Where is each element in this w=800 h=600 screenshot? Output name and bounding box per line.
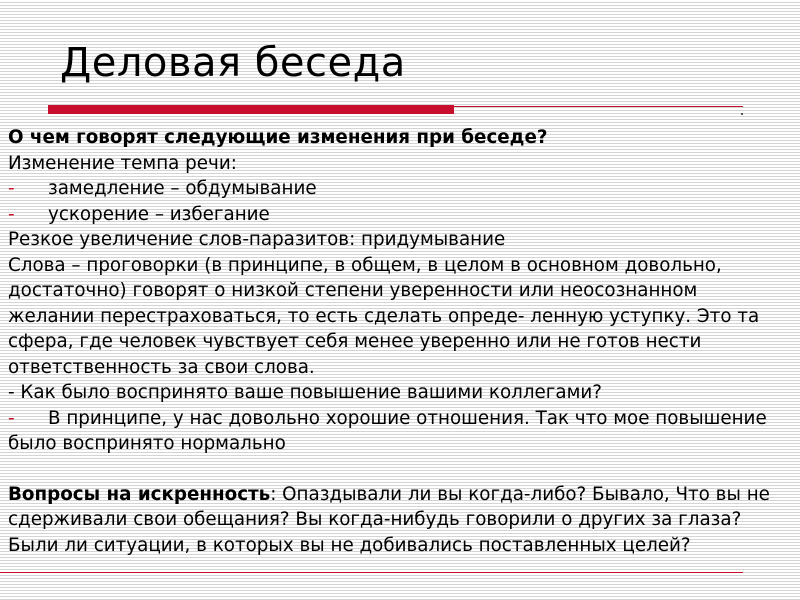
tempo-item-text: ускорение – избегание — [48, 203, 270, 225]
dash-bullet-icon: - — [8, 203, 15, 225]
spacer — [8, 457, 778, 482]
dash-bullet-icon: - — [8, 178, 15, 199]
example-question: - Как было воспринято ваше повышение вашими коллегами? — [8, 382, 602, 403]
example-answer — [8, 406, 778, 457]
example-answer-text: В принципе, у нас довольно хорошие отношения. Так что мое повышение было воспринято нормально — [8, 407, 767, 454]
tempo-label: Изменение темпа речи: — [8, 152, 237, 174]
slide-body — [8, 125, 778, 558]
title-underline-red-bar — [48, 105, 454, 114]
dash-bullet-icon: - — [8, 407, 15, 429]
filler-words-line: Резкое увеличение слов-паразитов: придумывание — [8, 229, 506, 250]
slip-words-paragraph: Слова – проговорки (в принципе, в общем, в целом в основном довольно, достаточно) говорят о низкой степени уверенности или неосознанном желании перестраховаться, то есть сделать опреде- ленную уступку. Это та сфера, где человек чувствует себя менее уверенно или не готов нести ответственность за свои слова. — [8, 254, 760, 378]
tempo-item-text: замедление – обдумывание — [48, 178, 317, 199]
tempo-item — [8, 202, 778, 228]
slide-title: Деловая беседа — [60, 40, 406, 86]
decorative-tick — [741, 113, 743, 115]
title-underline-thin-line — [454, 106, 743, 107]
question-heading: О чем говорят следующие изменения при беседе? — [8, 127, 548, 148]
sincerity-label: Вопросы на искренность — [8, 483, 271, 505]
sincerity-paragraph — [8, 482, 778, 559]
sincerity-text: : Опаздывали ли вы когда-либо? Бывало, Что вы не сдерживали свои обещания? Вы когда-нибудь говорили о других за глаза? Были ли ситуации, в которых вы не добивались поставленных целей? — [8, 483, 770, 556]
tempo-item — [8, 176, 778, 202]
bottom-rule — [0, 572, 743, 573]
